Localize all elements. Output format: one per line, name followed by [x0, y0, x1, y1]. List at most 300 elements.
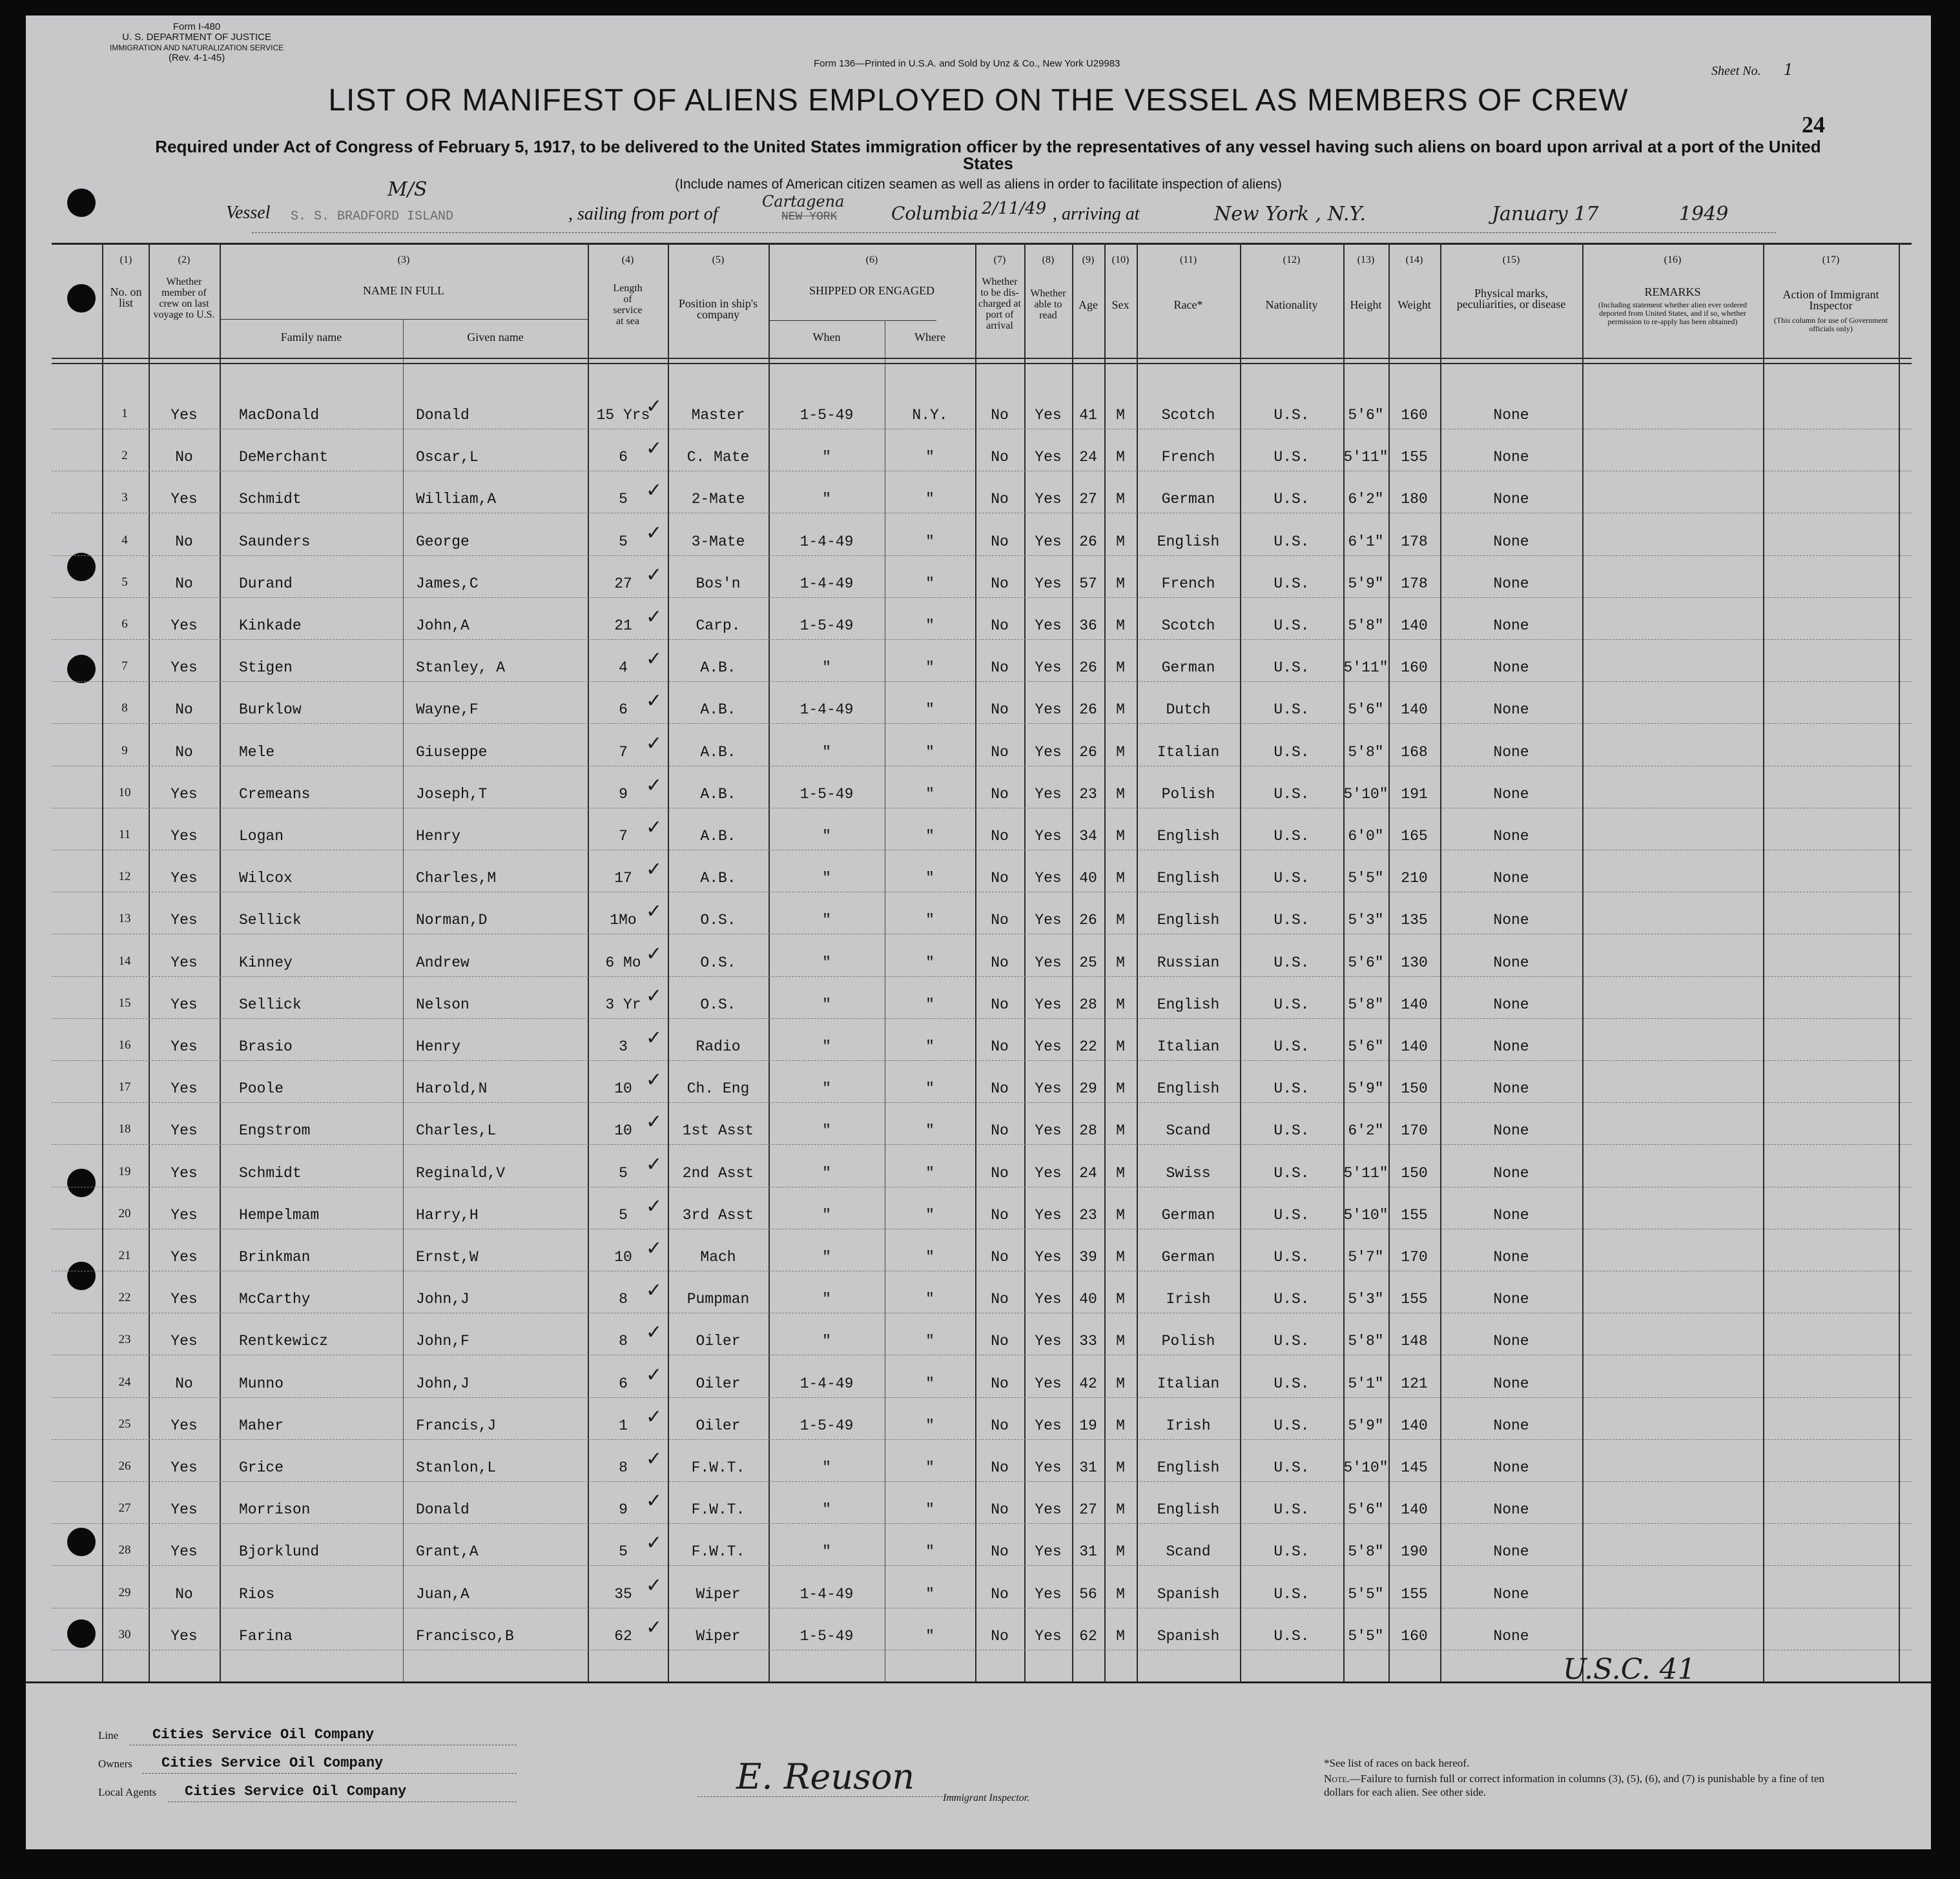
shipped-where-cell: ": [925, 1249, 934, 1266]
shipped-when-cell: ": [822, 1038, 831, 1055]
row-number: 4: [121, 533, 128, 547]
service-length-cell: 6 Mo: [605, 954, 641, 971]
position-cell: Wiper: [696, 1627, 741, 1645]
col-header-weight: Weight: [1398, 298, 1431, 311]
family-name-cell: Bjorklund: [239, 1543, 320, 1561]
race-cell: English: [1157, 1459, 1220, 1476]
position-cell: 1st Asst: [682, 1122, 754, 1140]
shipped-where-cell: ": [925, 1627, 934, 1645]
sex-cell: M: [1116, 1627, 1125, 1645]
check-mark-icon: ✓: [646, 480, 663, 502]
sex-cell: M: [1116, 785, 1125, 803]
punch-hole: [67, 189, 96, 217]
prev-voyage-cell: No: [175, 533, 193, 550]
position-cell: A.B.: [700, 659, 736, 677]
physical-marks-cell: None: [1493, 1080, 1529, 1098]
sex-cell: M: [1116, 828, 1125, 845]
age-cell: 26: [1079, 533, 1097, 550]
row-rule: [52, 976, 1912, 977]
shipped-when-cell: ": [822, 1291, 831, 1308]
position-cell: A.B.: [700, 828, 736, 845]
physical-marks-cell: None: [1493, 701, 1529, 719]
check-mark-icon: ✓: [646, 648, 663, 670]
physical-marks-cell: None: [1493, 1459, 1529, 1476]
arrival-year: 1949: [1679, 203, 1729, 225]
shipped-when-cell: ": [822, 1333, 831, 1350]
family-name-cell: Wilcox: [239, 870, 293, 887]
sex-cell: M: [1116, 1249, 1125, 1266]
col-header-prev-voyage: Whether member of crew on last voyage to U.S.: [153, 276, 215, 320]
sex-cell: M: [1116, 617, 1125, 634]
service-length-cell: 3 Yr: [605, 996, 641, 1013]
can-read-cell: Yes: [1035, 491, 1062, 508]
nationality-cell: U.S.: [1274, 828, 1310, 845]
service-length-cell: 1Mo: [610, 912, 637, 929]
shipped-when-cell: 1-4-49: [799, 575, 854, 592]
height-cell: 6'0": [1348, 828, 1384, 845]
can-read-cell: Yes: [1035, 1627, 1062, 1645]
sex-cell: M: [1116, 1585, 1125, 1603]
position-cell: F.W.T.: [691, 1501, 745, 1519]
discharged-cell: No: [991, 1501, 1009, 1519]
nationality-cell: U.S.: [1274, 701, 1310, 719]
height-cell: 5'11": [1343, 449, 1388, 466]
shipped-when-cell: ": [822, 743, 831, 761]
can-read-cell: Yes: [1035, 533, 1062, 550]
service-length-cell: 4: [619, 659, 628, 677]
age-cell: 57: [1079, 575, 1097, 592]
shipped-where-cell: ": [925, 912, 934, 929]
prev-voyage-cell: Yes: [170, 912, 198, 929]
shipped-when-cell: ": [822, 1206, 831, 1224]
race-cell: Russian: [1157, 954, 1220, 971]
height-cell: 5'9": [1348, 1080, 1384, 1098]
discharged-cell: No: [991, 912, 1009, 929]
shipped-where-cell: ": [925, 1543, 934, 1561]
sex-cell: M: [1116, 743, 1125, 761]
height-cell: 5'8": [1348, 743, 1384, 761]
check-mark-icon: ✓: [646, 1280, 663, 1302]
discharged-cell: No: [991, 449, 1009, 466]
family-name-cell: Stigen: [239, 659, 293, 677]
vessel-label: Vessel: [226, 203, 271, 223]
given-name-cell: Francis,J: [416, 1417, 497, 1434]
height-cell: 6'2": [1348, 1122, 1384, 1140]
given-name-cell: John,F: [416, 1333, 469, 1350]
sex-cell: M: [1116, 870, 1125, 887]
position-cell: Oiler: [696, 1375, 741, 1392]
race-cell: German: [1161, 1206, 1215, 1224]
column-rule: [1899, 243, 1900, 1681]
service-length-cell: 5: [619, 1164, 628, 1182]
discharged-cell: No: [991, 743, 1009, 761]
service-length-cell: 21: [614, 617, 632, 634]
discharged-cell: No: [991, 1333, 1009, 1350]
discharged-cell: No: [991, 785, 1009, 803]
family-name-cell: Sellick: [239, 996, 302, 1013]
agents-value: Cities Service Oil Company: [185, 1783, 407, 1800]
owners-value: Cities Service Oil Company: [161, 1755, 384, 1771]
sheet-label: Sheet No.: [1711, 64, 1761, 78]
race-cell: English: [1157, 996, 1220, 1013]
can-read-cell: Yes: [1035, 1206, 1062, 1224]
race-cell: English: [1157, 912, 1220, 929]
nationality-cell: U.S.: [1274, 575, 1310, 592]
position-cell: O.S.: [700, 996, 736, 1013]
col-num-12: (12): [1283, 254, 1301, 265]
shipped-when-cell: 1-4-49: [799, 1375, 854, 1392]
sex-cell: M: [1116, 1375, 1125, 1392]
country-handwritten: Columbia: [891, 203, 979, 224]
age-cell: 23: [1079, 1206, 1097, 1224]
shipped-where-cell: ": [925, 1122, 934, 1140]
position-cell: 3-Mate: [691, 533, 745, 550]
can-read-cell: Yes: [1035, 617, 1062, 634]
nationality-cell: U.S.: [1274, 1375, 1310, 1392]
punch-hole: [67, 284, 96, 313]
race-cell: Spanish: [1157, 1627, 1220, 1645]
shipped-when-cell: ": [822, 1459, 831, 1476]
can-read-cell: Yes: [1035, 1585, 1062, 1603]
family-name-cell: Schmidt: [239, 1164, 302, 1182]
nationality-cell: U.S.: [1274, 617, 1310, 634]
family-name-cell: Hempelmam: [239, 1206, 320, 1224]
given-name-cell: Oscar,L: [416, 449, 479, 466]
col-header-no: No. on list: [110, 285, 142, 309]
sex-cell: M: [1116, 1038, 1125, 1055]
shipped-where-cell: ": [925, 785, 934, 803]
physical-marks-cell: None: [1493, 1164, 1529, 1182]
shipped-where-cell: ": [925, 1585, 934, 1603]
height-cell: 6'2": [1348, 491, 1384, 508]
shipped-when-cell: ": [822, 449, 831, 466]
age-cell: 26: [1079, 743, 1097, 761]
shipped-when-cell: 1-4-49: [799, 701, 854, 719]
shipped-subhead-rule: [769, 320, 936, 321]
position-cell: Pumpman: [686, 1291, 750, 1308]
prev-voyage-cell: Yes: [170, 1627, 198, 1645]
page-number: 24: [1802, 112, 1825, 138]
col-num-17: (17): [1822, 254, 1840, 265]
check-mark-icon: ✓: [646, 522, 663, 544]
physical-marks-cell: None: [1493, 912, 1529, 929]
departure-date: 2/11/49: [982, 199, 1047, 218]
service-length-cell: 3: [619, 1038, 628, 1055]
col-header-remarks: REMARKS: [1644, 285, 1701, 298]
row-rule: [52, 1144, 1912, 1145]
age-cell: 28: [1079, 996, 1097, 1013]
given-name-cell: Stanlon,L: [416, 1459, 497, 1476]
col-header-discharged: Whether to be dis-charged at port of arrival: [978, 276, 1021, 331]
races-note: *See list of races on back hereof.: [1324, 1757, 1470, 1769]
service-length-cell: 10: [614, 1249, 632, 1266]
height-cell: 5'7": [1348, 1249, 1384, 1266]
punch-hole: [67, 1528, 96, 1556]
service-length-cell: 5: [619, 491, 628, 508]
row-number: 14: [118, 954, 131, 968]
family-name-cell: Schmidt: [239, 491, 302, 508]
shipped-where-cell: ": [925, 575, 934, 592]
col-num-1: (1): [119, 254, 132, 265]
shipped-when-cell: 1-4-49: [799, 533, 854, 550]
race-cell: French: [1161, 449, 1215, 466]
can-read-cell: Yes: [1035, 1459, 1062, 1476]
col-header-shipped: SHIPPED OR ENGAGED: [809, 284, 934, 297]
discharged-cell: No: [991, 701, 1009, 719]
line-value: Cities Service Oil Company: [152, 1727, 375, 1743]
shipped-when-cell: ": [822, 828, 831, 845]
family-name-cell: Saunders: [239, 533, 311, 550]
nationality-cell: U.S.: [1274, 533, 1310, 550]
shipped-where-cell: ": [925, 1164, 934, 1182]
height-cell: 5'6": [1348, 701, 1384, 719]
row-rule: [52, 723, 1912, 724]
row-number: 26: [118, 1459, 131, 1473]
nationality-cell: U.S.: [1274, 1543, 1310, 1561]
age-cell: 25: [1079, 954, 1097, 971]
position-cell: Carp.: [696, 617, 741, 634]
position-cell: C. Mate: [686, 449, 750, 466]
weight-cell: 170: [1401, 1122, 1428, 1140]
line-label: Line: [98, 1729, 119, 1741]
can-read-cell: Yes: [1035, 1501, 1062, 1519]
discharged-cell: No: [991, 1249, 1009, 1266]
can-read-cell: Yes: [1035, 1291, 1062, 1308]
weight-cell: 135: [1401, 912, 1428, 929]
height-cell: 5'10": [1343, 785, 1388, 803]
inspector-label: Immigrant Inspector.: [943, 1792, 1030, 1803]
service-length-cell: 8: [619, 1333, 628, 1350]
family-name-cell: DeMerchant: [239, 449, 329, 466]
can-read-cell: Yes: [1035, 912, 1062, 929]
col-header-marks: Physical marks, peculiarities, or disease: [1456, 287, 1566, 311]
discharged-cell: No: [991, 1080, 1009, 1098]
position-cell: Bos'n: [696, 575, 741, 592]
shipped-where-cell: ": [925, 1417, 934, 1434]
discharged-cell: No: [991, 407, 1009, 424]
shipped-where-cell: ": [925, 1206, 934, 1224]
physical-marks-cell: None: [1493, 1543, 1529, 1561]
weight-cell: 168: [1401, 743, 1428, 761]
race-cell: German: [1161, 659, 1215, 677]
service-length-cell: 27: [614, 575, 632, 592]
position-cell: Radio: [696, 1038, 741, 1055]
nationality-cell: U.S.: [1274, 785, 1310, 803]
race-cell: Swiss: [1166, 1164, 1211, 1182]
col-num-6: (6): [865, 254, 878, 265]
position-cell: F.W.T.: [691, 1543, 745, 1561]
shipped-when-cell: ": [822, 1122, 831, 1140]
discharged-cell: No: [991, 491, 1009, 508]
family-name-cell: Poole: [239, 1080, 284, 1098]
check-mark-icon: ✓: [646, 690, 663, 712]
position-cell: A.B.: [700, 743, 736, 761]
nationality-cell: U.S.: [1274, 1333, 1310, 1350]
race-cell: Italian: [1157, 1038, 1220, 1055]
column-rule: [1582, 243, 1583, 1681]
revision: (Rev. 4-1-45): [168, 52, 225, 63]
service-length-cell: 35: [614, 1585, 632, 1603]
age-cell: 31: [1079, 1459, 1097, 1476]
shipped-where-cell: ": [925, 533, 934, 550]
include-note: (Include names of American citizen seamen as well as aliens in order to facilitate inspection of aliens): [675, 177, 1282, 192]
col-num-7: (7): [993, 254, 1006, 265]
prev-voyage-cell: Yes: [170, 1038, 198, 1055]
prev-voyage-cell: Yes: [170, 1122, 198, 1140]
check-mark-icon: ✓: [646, 1322, 663, 1344]
nationality-cell: U.S.: [1274, 491, 1310, 508]
port-struck: NEW YORK: [781, 210, 838, 223]
shipped-when-cell: 1-5-49: [799, 1417, 854, 1434]
given-name-cell: Juan,A: [416, 1585, 469, 1603]
discharged-cell: No: [991, 659, 1009, 677]
signature-line: [697, 1796, 956, 1797]
shipped-when-cell: 1-4-49: [799, 1585, 854, 1603]
check-mark-icon: ✓: [646, 774, 663, 796]
shipped-when-cell: ": [822, 491, 831, 508]
shipped-where-cell: ": [925, 954, 934, 971]
given-name-cell: John,A: [416, 617, 469, 634]
service-length-cell: 62: [614, 1627, 632, 1645]
given-name-cell: Reginald,V: [416, 1164, 506, 1182]
shipped-when-cell: 1-5-49: [799, 785, 854, 803]
weight-cell: 140: [1401, 701, 1428, 719]
table-head-rule: [52, 358, 1912, 359]
check-mark-icon: ✓: [646, 1616, 663, 1638]
discharged-cell: No: [991, 996, 1009, 1013]
race-cell: Polish: [1161, 785, 1215, 803]
sex-cell: M: [1116, 449, 1125, 466]
discharged-cell: No: [991, 870, 1009, 887]
arrival-port: New York , N.Y.: [1214, 203, 1366, 225]
service: IMMIGRATION AND NATURALIZATION SERVICE: [110, 43, 284, 52]
row-rule: [52, 1018, 1912, 1019]
sex-cell: M: [1116, 659, 1125, 677]
age-cell: 56: [1079, 1585, 1097, 1603]
discharged-cell: No: [991, 1585, 1009, 1603]
shipped-when-cell: ": [822, 1501, 831, 1519]
row-number: 29: [118, 1585, 131, 1599]
age-cell: 42: [1079, 1375, 1097, 1392]
nationality-cell: U.S.: [1274, 407, 1310, 424]
service-length-cell: 10: [614, 1122, 632, 1140]
height-cell: 5'10": [1343, 1206, 1388, 1224]
prev-voyage-cell: Yes: [170, 1417, 198, 1434]
family-name-cell: Rios: [239, 1585, 275, 1603]
height-cell: 5'11": [1343, 1164, 1388, 1182]
name-subhead-rule: [220, 319, 588, 320]
requirement-text: Required under Act of Congress of February 5, 1917, to be delivered to the United States immigration officer by the representatives of any vessel having such aliens on board upon arrival at a port of the United States: [155, 137, 1821, 173]
col-header-height: Height: [1350, 298, 1382, 311]
sex-cell: M: [1116, 1080, 1125, 1098]
weight-cell: 155: [1401, 1585, 1428, 1603]
physical-marks-cell: None: [1493, 870, 1529, 887]
discharged-cell: No: [991, 1206, 1009, 1224]
sex-cell: M: [1116, 1501, 1125, 1519]
position-cell: A.B.: [700, 701, 736, 719]
row-number: 9: [121, 743, 128, 757]
row-number: 21: [118, 1249, 131, 1262]
given-name-cell: Andrew: [416, 954, 469, 971]
column-rule: [403, 319, 404, 1681]
age-cell: 40: [1079, 870, 1097, 887]
shipped-where-cell: ": [925, 743, 934, 761]
prev-voyage-cell: Yes: [170, 1249, 198, 1266]
physical-marks-cell: None: [1493, 828, 1529, 845]
service-length-cell: 9: [619, 785, 628, 803]
row-number: 3: [121, 491, 128, 505]
prev-voyage-cell: Yes: [170, 1291, 198, 1308]
family-name-cell: Engstrom: [239, 1122, 311, 1140]
age-cell: 33: [1079, 1333, 1097, 1350]
given-name-cell: Henry: [416, 828, 461, 845]
row-number: 23: [118, 1333, 131, 1347]
family-name-cell: Burklow: [239, 701, 302, 719]
col-num-5: (5): [712, 254, 725, 265]
age-cell: 27: [1079, 1501, 1097, 1519]
row-number: 17: [118, 1080, 131, 1094]
position-cell: Oiler: [696, 1333, 741, 1350]
check-mark-icon: ✓: [646, 1111, 663, 1133]
row-rule: [52, 639, 1912, 640]
shipped-where-cell: ": [925, 617, 934, 634]
family-name-cell: Sellick: [239, 912, 302, 929]
col-num-13: (13): [1357, 254, 1375, 265]
family-name-cell: Farina: [239, 1627, 293, 1645]
given-name-cell: Henry: [416, 1038, 461, 1055]
prev-voyage-cell: Yes: [170, 954, 198, 971]
height-cell: 5'8": [1348, 996, 1384, 1013]
row-number: 10: [118, 785, 131, 799]
prev-voyage-cell: No: [175, 1585, 193, 1603]
discharged-cell: No: [991, 1375, 1009, 1392]
given-name-cell: Grant,A: [416, 1543, 479, 1561]
can-read-cell: Yes: [1035, 1417, 1062, 1434]
age-cell: 62: [1079, 1627, 1097, 1645]
given-name-cell: Donald: [416, 407, 469, 424]
service-length-cell: 7: [619, 828, 628, 845]
position-cell: 2nd Asst: [682, 1164, 754, 1182]
discharged-cell: No: [991, 954, 1009, 971]
row-number: 7: [121, 659, 128, 673]
height-cell: 5'5": [1348, 1627, 1384, 1645]
family-name-cell: Rentkewicz: [239, 1333, 329, 1350]
height-cell: 5'8": [1348, 617, 1384, 634]
shipped-when-cell: ": [822, 1080, 831, 1098]
column-rule: [220, 243, 221, 1681]
prev-voyage-cell: Yes: [170, 659, 198, 677]
service-length-cell: 8: [619, 1291, 628, 1308]
age-cell: 41: [1079, 407, 1097, 424]
race-cell: Dutch: [1166, 701, 1211, 719]
position-cell: Ch. Eng: [686, 1080, 750, 1098]
weight-cell: 140: [1401, 1417, 1428, 1434]
nationality-cell: U.S.: [1274, 1627, 1310, 1645]
col-num-9: (9): [1082, 254, 1095, 265]
row-number: 1: [121, 407, 128, 420]
service-length-cell: 10: [614, 1080, 632, 1098]
shipped-where-cell: ": [925, 996, 934, 1013]
col-header-given-name: Given name: [467, 331, 524, 344]
row-rule: [52, 1439, 1912, 1440]
race-cell: Scotch: [1161, 617, 1215, 634]
physical-marks-cell: None: [1493, 1122, 1529, 1140]
table-head-rule-2: [52, 363, 1912, 364]
height-cell: 5'3": [1348, 1291, 1384, 1308]
col-header-name: NAME IN FULL: [363, 284, 444, 297]
given-name-cell: Charles,L: [416, 1122, 497, 1140]
given-name-cell: James,C: [416, 575, 479, 592]
